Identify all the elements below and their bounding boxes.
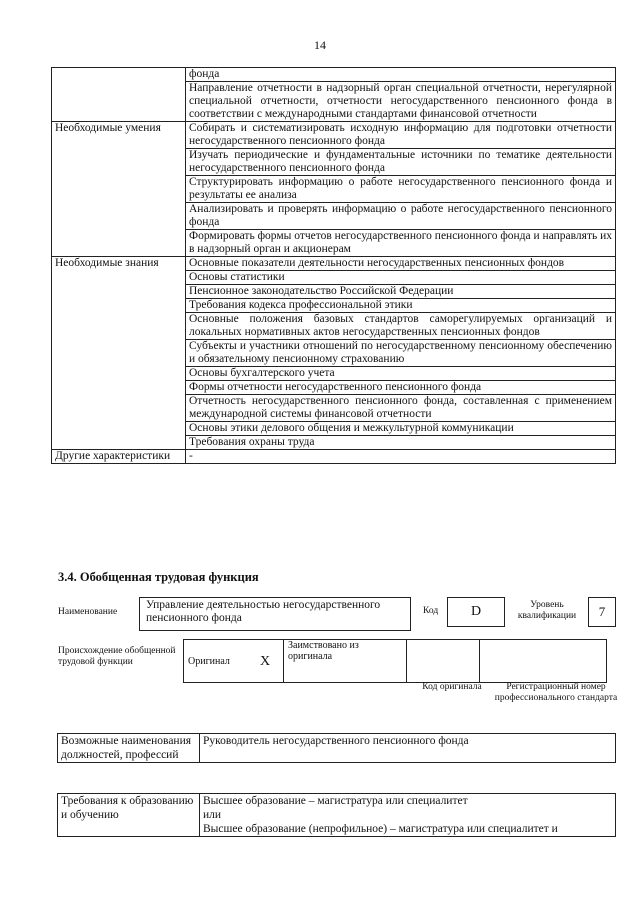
page-number: 14 [314,38,326,52]
code-original-cell [407,640,480,683]
table-cell: Формы отчетности негосударственного пенсионного фонда [186,381,616,395]
table-cell: Формировать формы отчетов негосударственного пенсионного фонда и направлять их в надзорный орган и акционерам [186,230,616,257]
table-cell: Основы бухгалтерского учета [186,367,616,381]
table-cell: Структурировать информацию о работе негосударственного пенсионного фонда и результаты ее анализа [186,176,616,203]
skills-knowledge-table [51,67,616,464]
table-cell: Основы статистики [186,271,616,285]
table-cell: Отчетность негосударственного пенсионного фонда, составленная с применением международной системы финансовой отчетности [186,395,616,422]
origin-label: Происхождение обобщенной трудовой функции [58,646,176,667]
education-table [57,793,616,837]
table-row [52,450,616,464]
education-value [200,794,616,837]
code-box: D [447,597,505,627]
row-label: Необходимые умения [52,122,186,257]
reg-number-caption: Регистрационный номер профессионального стандарта [494,682,618,703]
code-original-caption: Код оригинала [422,682,482,692]
row-label: Необходимые знания [52,257,186,450]
original-label: Оригинал [184,640,248,683]
table-row [52,122,616,149]
code-label: Код [423,606,439,616]
table-cell: Требования охраны труда [186,436,616,450]
education-line-2: или [203,809,222,821]
table-cell: фонда [186,68,616,82]
table-cell: Основные показатели деятельности негосударственных пенсионных фондов [186,257,616,271]
table-cell: Требования кодекса профессиональной этики [186,299,616,313]
level-box: 7 [588,597,616,627]
table-cell: - [186,450,616,464]
row-label [52,68,186,122]
table-cell: Изучать периодические и фундаментальные источники по тематике деятельности негосударственного пенсионного фонда [186,149,616,176]
table-row [52,68,616,82]
reg-number-cell [480,640,607,683]
origin-table [183,639,607,683]
function-name-box: Управление деятельностью негосударственного пенсионного фонда [139,597,411,631]
table-cell: Собирать и систематизировать исходную информацию для подготовки отчетности негосударственного пенсионного фонда [186,122,616,149]
table-row [52,257,616,271]
positions-value: Руководитель негосударственного пенсионного фонда [200,734,616,763]
original-mark: X [247,640,284,683]
table-cell: Анализировать и проверять информацию о работе негосударственного пенсионного фонда [186,203,616,230]
positions-table [57,733,616,763]
education-line-3: Высшее образование (непрофильное) – магистратура или специалитет и [203,823,558,835]
level-label: Уровень квалификации [517,600,577,621]
table-cell: Основы этики делового общения и межкультурной коммуникации [186,422,616,436]
table-cell: Направление отчетности в надзорный орган специальной отчетности, нерегулярной специальной отчетности, отчетности негосударственного пенсионного фонда в соответствии с международными стандартами финансовой отчетности [186,82,616,122]
borrowed-label: Заимствовано из оригинала [284,640,407,683]
positions-label: Возможные наименования должностей, профессий [58,734,200,763]
table-cell: Субъекты и участники отношений по негосударственному пенсионному обеспечению и обязательному пенсионному страхованию [186,340,616,367]
section-heading: 3.4. Обобщенная трудовая функция [58,570,259,584]
education-line-1: Высшее образование – магистратура или специалитет [203,795,468,807]
row-label: Другие характеристики [52,450,186,464]
table-cell: Основные положения базовых стандартов саморегулируемых организаций и локальных нормативных актов негосударственных пенсионных фондов [186,313,616,340]
table-cell: Пенсионное законодательство Российской Федерации [186,285,616,299]
name-label: Наименование [58,607,118,617]
education-label: Требования к образованию и обучению [58,794,200,837]
